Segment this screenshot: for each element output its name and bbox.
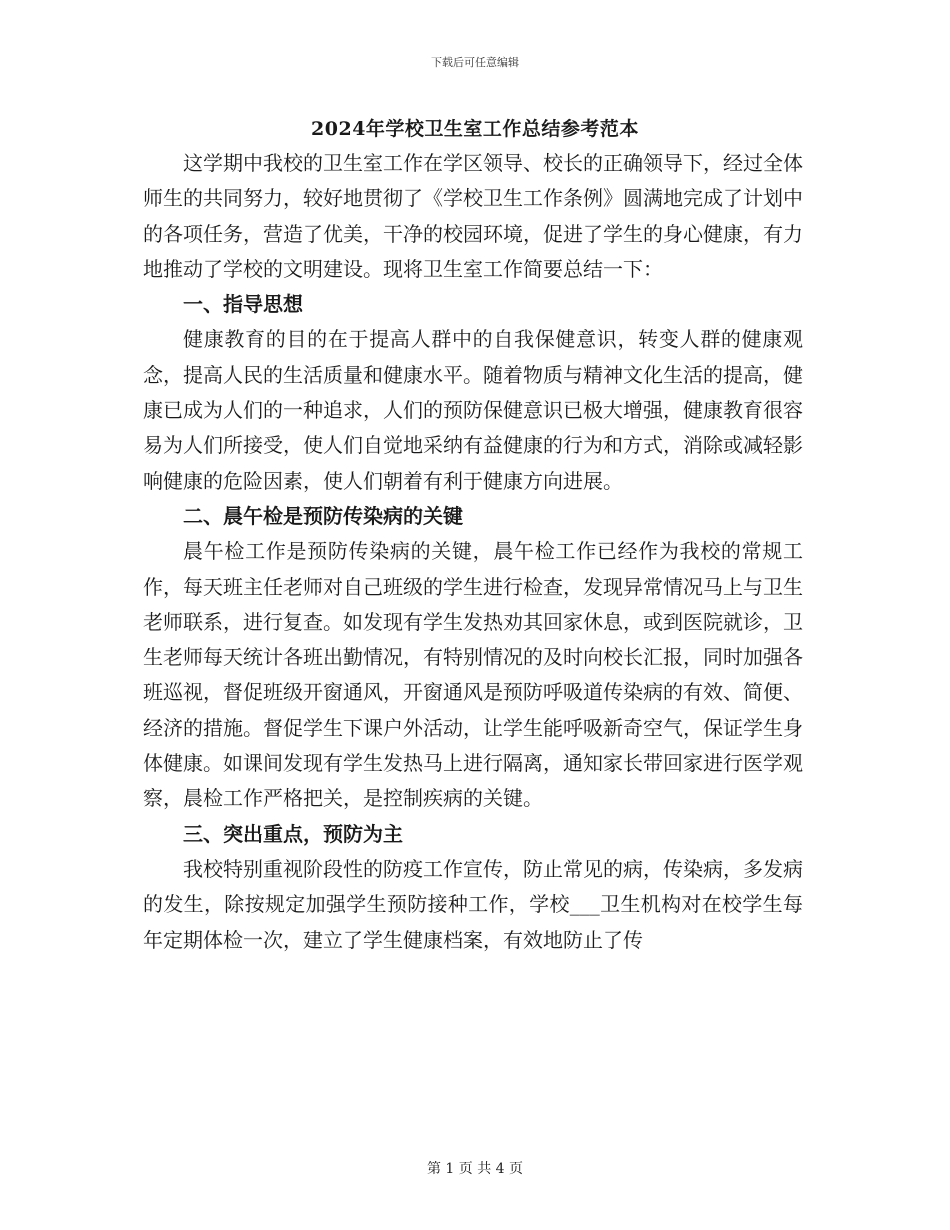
- document-body: [143, 146, 803, 958]
- section-paragraph-2: 晨午检工作是预防传染病的关键，晨午检工作已经作为我校的常规工作，每天班主任老师对自己班级的学生进行检查，发现异常情况马上与卫生老师联系，进行复查。如发现有学生发热劝其回家休息，或到医院就诊，卫生老师每天统计各班出勤情况，有特别情况的及时向校长汇报，同时加强各班巡视，督促班级开窗通风，开窗通风是预防呼吸道传染病的有效、简便、经济的措施。督促学生下课户外活动，让学生能呼吸新奇空气，保证学生身体健康。如课间发现有学生发热马上进行隔离，通知家长带回家进行医学观察，晨检工作严格把关，是控制疾病的关键。: [143, 539, 803, 811]
- section-heading-3: 三、突出重点，预防为主: [183, 821, 403, 846]
- section-heading-1: 一、指导思想: [183, 292, 303, 317]
- intro-paragraph: 这学期中我校的卫生室工作在学区领导、校长的正确领导下，经过全体师生的共同努力，较好地贯彻了《学校卫生工作条例》圆满地完成了计划中的各项任务，营造了优美，干净的校园环境，促进了学生的身心健康，有力地推动了学校的文明建设。现将卫生室工作简要总结一下：: [143, 151, 803, 281]
- section-heading-2: 二、晨午检是预防传染病的关键: [183, 503, 463, 528]
- page-footer: 第 1 页 共 4 页: [426, 1161, 524, 1177]
- header-note: 下载后可任意编辑: [431, 56, 519, 69]
- section-paragraph-3: 我校特别重视阶段性的防疫工作宣传，防止常见的病，传染病，多发病的发生，除按规定加强学生预防接种工作，学校___卫生机构对在校学生每年定期体检一次，建立了学生健康档案，有效地防止了传: [143, 856, 803, 952]
- document-title: 2024年学校卫生室工作总结参考范本: [311, 118, 639, 140]
- section-paragraph-1: 健康教育的目的在于提高人群中的自我保健意识，转变人群的健康观念，提高人民的生活质量和健康水平。随着物质与精神文化生活的提高，健康已成为人们的一种追求，人们的预防保健意识已极大增强，健康教育很容易为人们所接受，使人们自觉地采纳有益健康的行为和方式，消除或减轻影响健康的危险因素，使人们朝着有利于健康方向进展。: [143, 327, 803, 493]
